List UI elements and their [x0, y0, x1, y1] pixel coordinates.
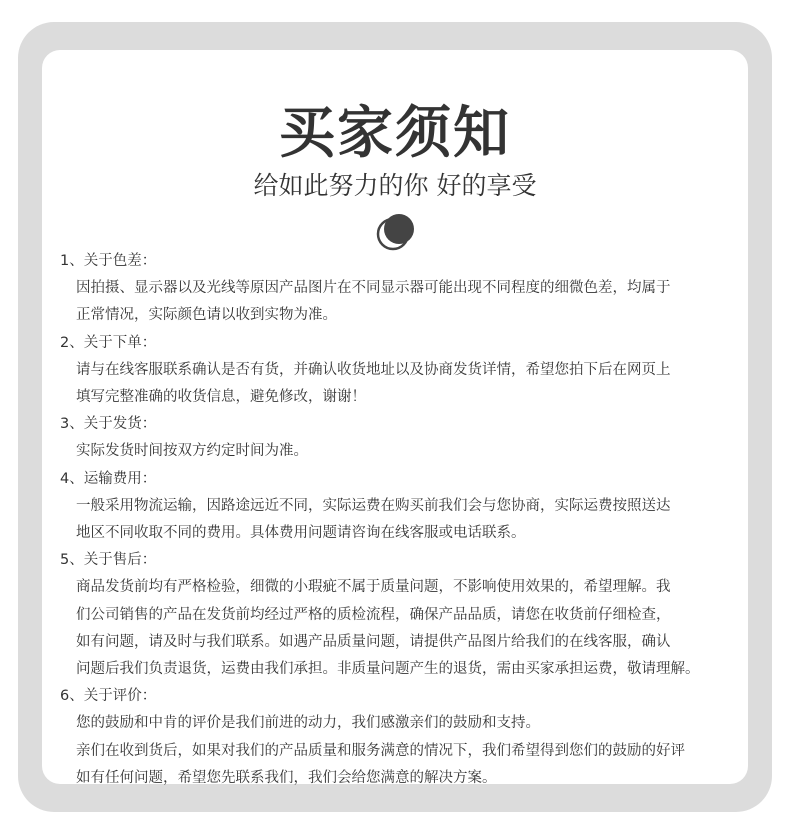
section-heading: 2、关于下单： — [60, 334, 157, 351]
section-shipping — [60, 411, 746, 465]
section-line: 们公司销售的产品在发货前均经过严格的质检流程，确保产品品质，请您在收货前仔细检查， — [76, 606, 671, 623]
notice-content — [60, 248, 746, 792]
section-reviews — [60, 683, 746, 792]
section-after-sales — [60, 547, 746, 683]
section-line: 亲们在收到货后，如果对我们的产品质量和服务满意的情况下，我们希望得到您们的鼓励的好评 — [76, 742, 685, 759]
section-ordering — [60, 330, 746, 412]
section-line: 如有任何问题，希望您先联系我们，我们会给您满意的解决方案。 — [76, 769, 497, 786]
section-line: 商品发货前均有严格检验，细微的小瑕疵不属于质量问题，不影响使用效果的，希望理解。我 — [76, 579, 671, 596]
section-line: 地区不同收取不同的费用。具体费用问题请咨询在线客服或电话联系。 — [76, 525, 526, 542]
section-heading: 4、运输费用： — [60, 470, 157, 487]
section-line: 问题后我们负责退货，运费由我们承担。非质量问题产生的退货，需由买家承担运费，敬请理解。 — [76, 661, 700, 678]
section-color-difference — [60, 248, 746, 330]
section-line: 因拍摄、显示器以及光线等原因产品图片在不同显示器可能出现不同程度的细微色差，均属于 — [76, 280, 671, 297]
outer-frame — [18, 22, 772, 812]
page-title: 买家须知 — [279, 101, 511, 166]
section-line: 一般采用物流运输，因路途远近不同，实际运费在购买前我们会与您协商，实际运费按照送达 — [76, 497, 671, 514]
section-line: 实际发货时间按双方约定时间为准。 — [76, 443, 308, 460]
section-line: 填写完整准确的收货信息，避免修改，谢谢！ — [76, 389, 366, 406]
moon-icon — [375, 212, 419, 252]
section-line: 您的鼓励和中肯的评价是我们前进的动力，我们感激亲们的鼓励和支持。 — [76, 715, 540, 732]
page-subtitle: 给如此努力的你 好的享受 — [253, 171, 537, 200]
section-line: 正常情况，实际颜色请以收到实物为准。 — [76, 307, 337, 324]
section-freight — [60, 466, 746, 548]
section-heading: 5、关于售后： — [60, 552, 157, 569]
section-line: 请与在线客服联系确认是否有货，并确认收货地址以及协商发货详情，希望您拍下后在网页上 — [76, 361, 671, 378]
section-heading: 6、关于评价： — [60, 688, 157, 705]
section-heading: 1、关于色差： — [60, 253, 157, 269]
section-heading: 3、关于发货： — [60, 416, 157, 433]
notice-card — [42, 50, 748, 784]
section-line: 如有问题，请及时与我们联系。如遇产品质量问题，请提供产品图片给我们的在线客服，确认 — [76, 633, 671, 650]
